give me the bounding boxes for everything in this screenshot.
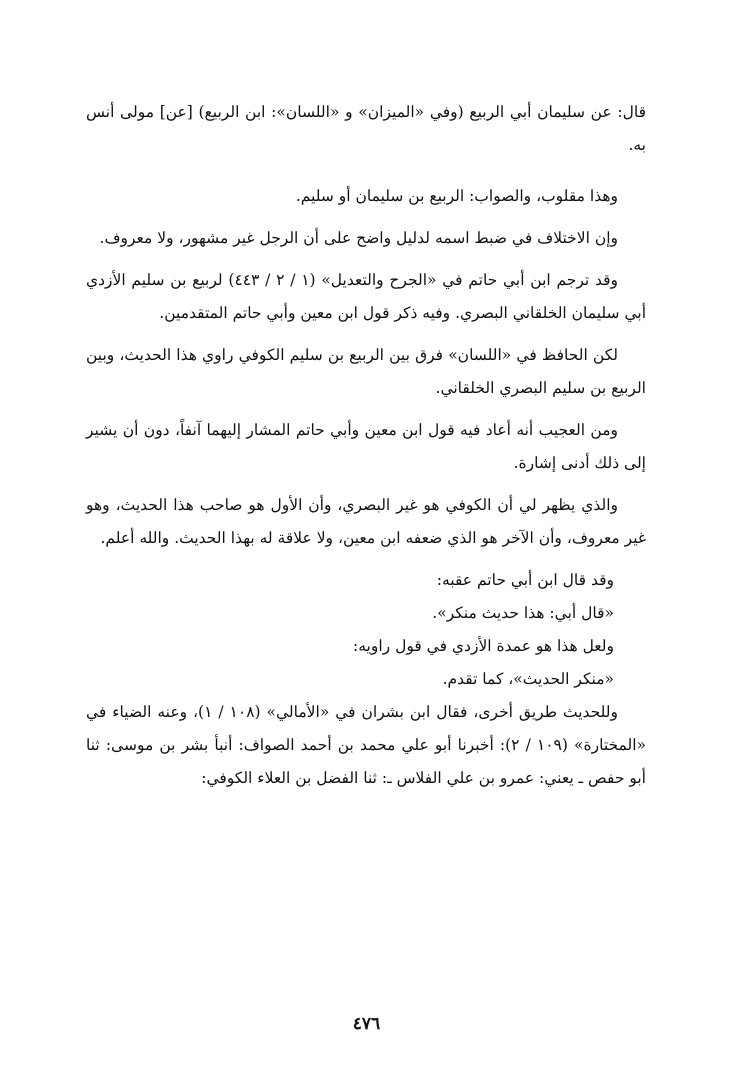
paragraph-12: وللحديث طريق أخرى، فقال ابن بشران في «الأمالي» (١٠٨ / ١)، وعنه الضياء في «المختارة» (١٠٩ / ٢): أخبرنا أبو علي محمد بن أحمد الصواف: أنبأ بشر بن موسى: ثنا أبو حفص ـ يعني: عمرو بن علي الفلاس ـ: ثنا الفضل بن العلاء الكوفي: [86, 703, 647, 787]
paragraph-10: ولعل هذا هو عمدة الأزدي في قول راويه: [353, 637, 614, 655]
paragraph-8: وقد قال ابن أبي حاتم عقبه: [436, 571, 614, 589]
paragraph-1: قال: عن سليمان أبي الربيع (وفي «الميزان» و «اللسان»: ابن الربيع) [عن] مولى أنس به. [86, 103, 646, 154]
paragraph-4: وقد ترجم ابن أبي حاتم في «الجرح والتعديل» (١ / ٢ / ٤٤٣) لربيع بن سليم الأزدي أبي سليمان الخلقاني البصري. وفيه ذكر قول ابن معين وأبي حاتم المتقدمين. [86, 271, 646, 322]
quote-munkar: «منكر الحديث»، كما تقدم. [442, 670, 614, 688]
paragraph-5: لكن الحافظ في «اللسان» فرق بين الربيع بن سليم الكوفي راوي هذا الحديث، وبين الربيع بن سليم البصري الخلقاني. [86, 346, 646, 397]
paragraph-6: ومن العجيب أنه أعاد فيه قول ابن معين وأبي حاتم المشار إليهما آنفاً، دون أن يشير إلى ذلك أدنى إشارة. [86, 421, 646, 472]
page-body [86, 96, 646, 804]
page-number: ٤٧٦ [352, 1014, 381, 1034]
quote-abi-hatim: «قال أبي: هذا حديث منكر». [432, 604, 614, 622]
paragraph-3: وإن الاختلاف في ضبط اسمه لدليل واضح على أن الرجل غير مشهور، ولا معروف. [99, 229, 618, 247]
paragraph-7: والذي يظهر لي أن الكوفي هو غير البصري، وأن الأول هو صاحب هذا الحديث، وهو غير معروف، وأن الآخر هو الذي ضعفه ابن معين، ولا علاقة له بهذا الحديث. والله أعلم. [86, 496, 646, 547]
paragraph-2: وهذا مقلوب، والصواب: الربيع بن سليمان أو سليم. [295, 187, 618, 205]
